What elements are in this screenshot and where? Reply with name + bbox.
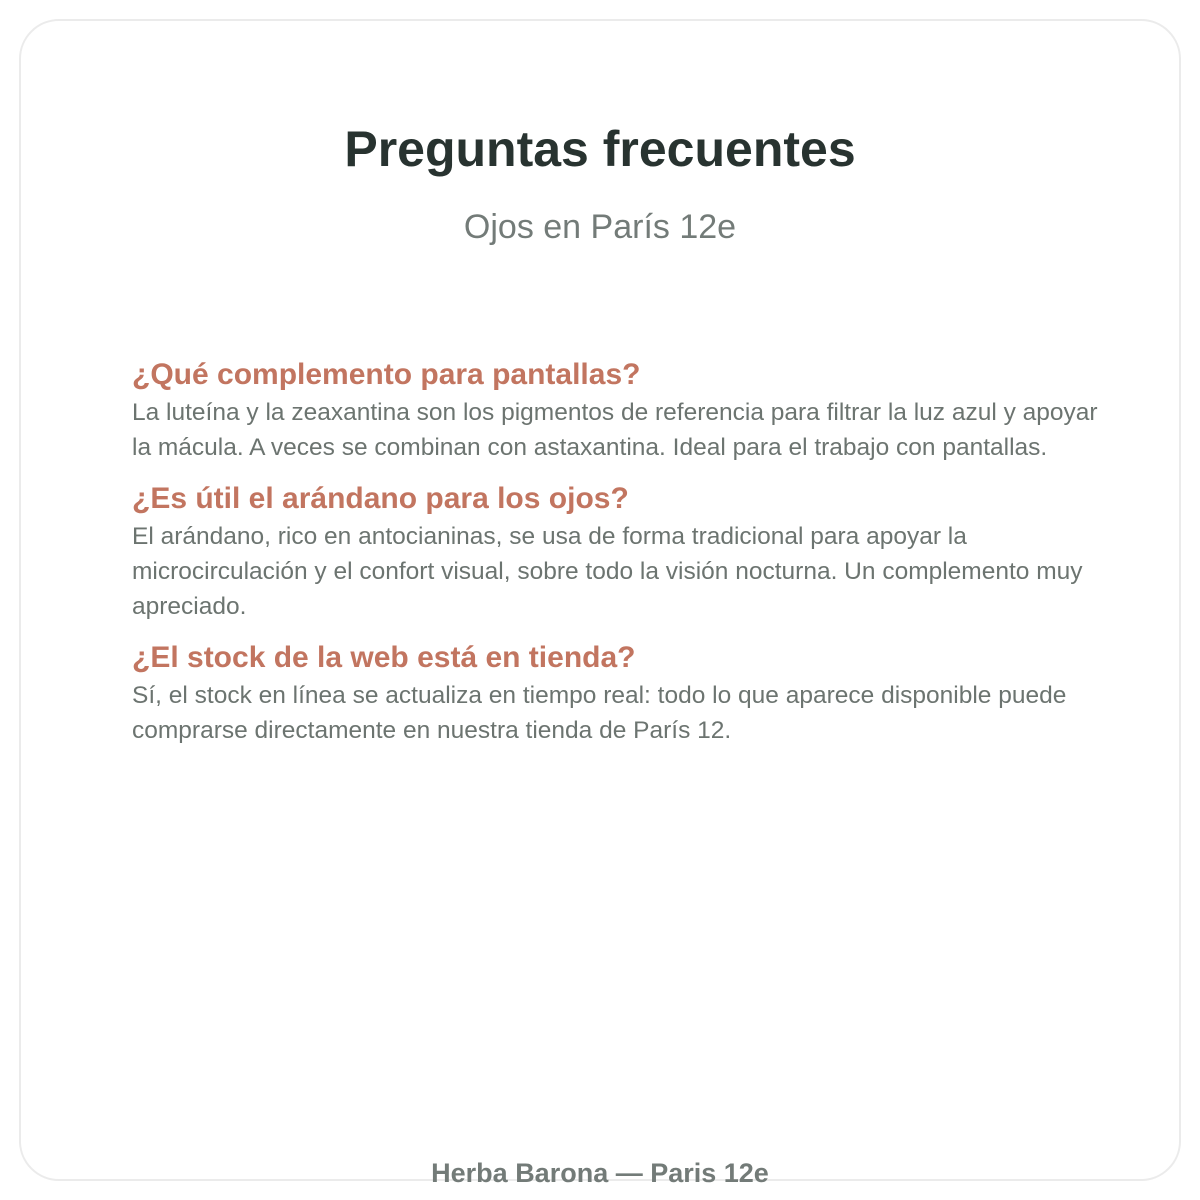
page-subtitle: Ojos en París 12e — [463, 208, 737, 246]
page-title: Preguntas frecuentes — [344, 121, 856, 177]
faq-answer: Sí, el stock en línea se actualiza en tiempo real: todo lo que aparece disponible puede comprarse directamente en nuestra tienda de París 12. — [132, 682, 1067, 744]
faq-card — [19, 19, 1181, 1188]
faq-list — [132, 355, 1122, 762]
faq-item-stock — [132, 638, 1122, 748]
faq-answer: La luteína y la zeaxantina son los pigmentos de referencia para filtrar la luz azul y apoyar la mácula. A veces se combinan con astaxantina. Ideal para el trabajo con pantallas. — [132, 399, 1098, 461]
faq-question: ¿Es útil el arándano para los ojos? — [132, 482, 629, 515]
footer-store-name: Herba Barona — Paris 12e — [431, 1158, 769, 1188]
faq-item-screens — [132, 355, 1122, 465]
faq-item-blueberry — [132, 479, 1122, 624]
faq-question: ¿Qué complemento para pantallas? — [132, 358, 641, 391]
faq-question: ¿El stock de la web está en tienda? — [132, 641, 636, 674]
faq-answer: El arándano, rico en antocianinas, se usa de forma tradicional para apoyar la microcirculación y el confort visual, sobre todo la visión nocturna. Un complemento muy apreciado. — [132, 523, 1083, 620]
